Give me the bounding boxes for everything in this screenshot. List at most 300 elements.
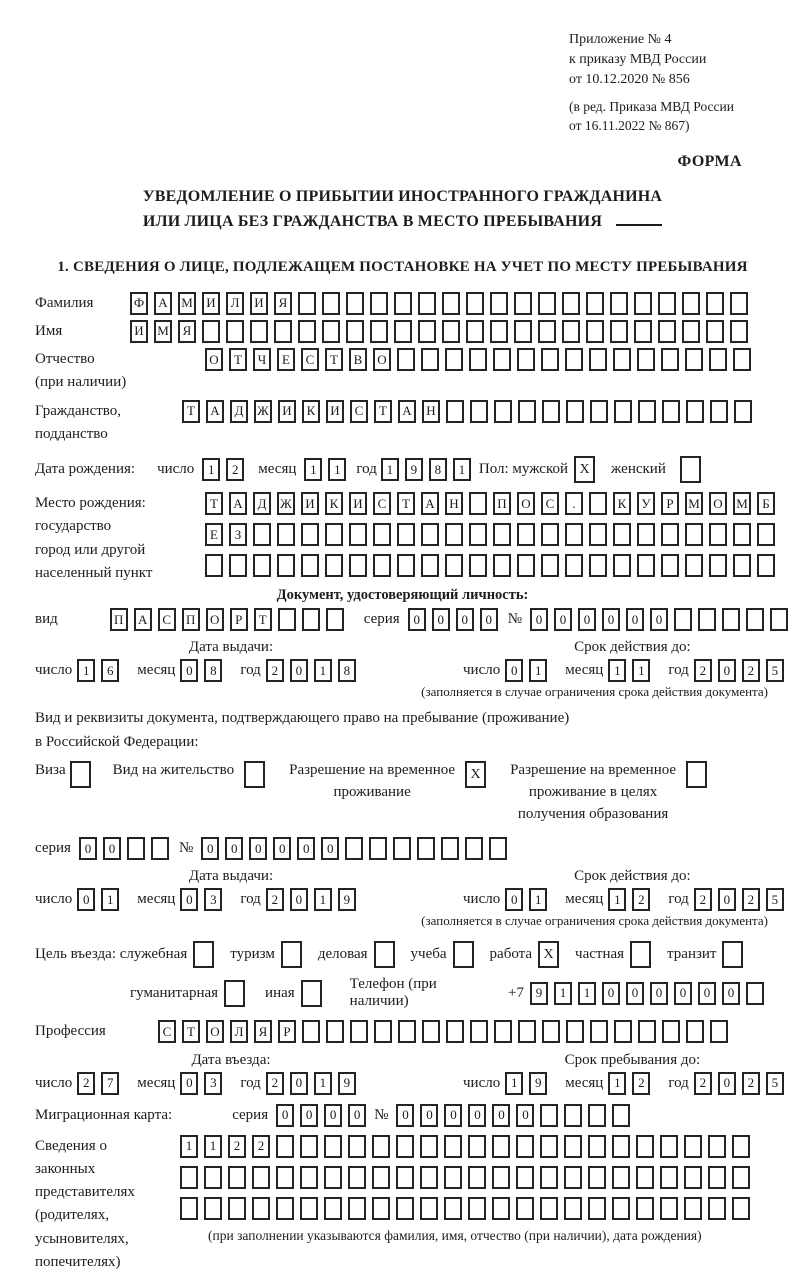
profession-boxes-cell[interactable]: О	[206, 1020, 224, 1043]
purpose-transit-checkbox-cell[interactable]	[722, 941, 743, 968]
doc-number-boxes-cell[interactable]: 0	[650, 608, 668, 631]
representatives-row2-boxes-cell[interactable]	[708, 1166, 726, 1189]
birth-place-row3-boxes-cell[interactable]	[589, 554, 607, 577]
representatives-row1-boxes-cell[interactable]	[588, 1135, 606, 1158]
birth-place-row1-boxes-cell[interactable]: И	[349, 492, 367, 515]
citizenship-boxes-cell[interactable]	[446, 400, 464, 423]
birth-place-row3-boxes-cell[interactable]	[445, 554, 463, 577]
doc-number-boxes-cell[interactable]	[746, 608, 764, 631]
representatives-row2-boxes-cell[interactable]	[612, 1166, 630, 1189]
permit-number-boxes-cell[interactable]: 0	[249, 837, 267, 860]
stay-month-boxes-cell[interactable]: 2	[632, 1072, 650, 1095]
surname-boxes-cell[interactable]	[322, 292, 340, 315]
representatives-row2-boxes-cell[interactable]	[420, 1166, 438, 1189]
given-name-boxes-cell[interactable]	[682, 320, 700, 343]
surname-boxes-cell[interactable]: Ф	[130, 292, 148, 315]
representatives-row3-boxes-cell[interactable]	[612, 1197, 630, 1220]
permit-series-boxes-cell[interactable]: 0	[103, 837, 121, 860]
surname-boxes-cell[interactable]	[634, 292, 652, 315]
birth-place-row3-boxes-cell[interactable]	[733, 554, 751, 577]
representatives-row1-boxes-cell[interactable]	[468, 1135, 486, 1158]
visa-checkbox-cell[interactable]	[70, 761, 91, 788]
stay-day-boxes-cell[interactable]: 9	[529, 1072, 547, 1095]
representatives-row1-boxes-cell[interactable]	[372, 1135, 390, 1158]
representatives-row2-boxes-cell[interactable]	[252, 1166, 270, 1189]
identity-issue-month-boxes-cell[interactable]: 8	[204, 659, 222, 682]
profession-boxes-cell[interactable]	[614, 1020, 632, 1043]
purpose-study-checkbox-cell[interactable]	[453, 941, 474, 968]
permit-valid-year-boxes-cell[interactable]: 0	[718, 888, 736, 911]
given-name-boxes-cell[interactable]	[346, 320, 364, 343]
citizenship-boxes-cell[interactable]: Д	[230, 400, 248, 423]
birth-month-boxes-cell[interactable]: 1	[304, 458, 322, 481]
birth-year-boxes-cell[interactable]: 1	[453, 458, 471, 481]
representatives-row3-boxes-cell[interactable]	[396, 1197, 414, 1220]
patronymic-boxes-cell[interactable]	[517, 348, 535, 371]
citizenship-boxes-cell[interactable]	[734, 400, 752, 423]
doc-kind-boxes-cell[interactable]: Т	[254, 608, 272, 631]
profession-boxes-cell[interactable]	[542, 1020, 560, 1043]
doc-number-boxes-cell[interactable]: 0	[626, 608, 644, 631]
representatives-row3-boxes-cell[interactable]	[708, 1197, 726, 1220]
identity-valid-year-boxes-cell[interactable]: 2	[694, 659, 712, 682]
purpose-humanitarian-checkbox-cell[interactable]	[224, 980, 245, 1007]
citizenship-boxes-cell[interactable]: К	[302, 400, 320, 423]
entry-month-boxes-cell[interactable]: 3	[204, 1072, 222, 1095]
birth-place-row2-boxes-cell[interactable]	[277, 523, 295, 546]
patronymic-boxes-cell[interactable]	[685, 348, 703, 371]
identity-issue-day-boxes-cell[interactable]: 1	[77, 659, 95, 682]
identity-issue-year-boxes-cell[interactable]: 8	[338, 659, 356, 682]
birth-place-row2-boxes-cell[interactable]	[445, 523, 463, 546]
birth-place-row1-boxes-cell[interactable]: К	[613, 492, 631, 515]
birth-place-row1-boxes-cell[interactable]: Н	[445, 492, 463, 515]
citizenship-boxes-cell[interactable]	[614, 400, 632, 423]
representatives-row2-boxes-cell[interactable]	[324, 1166, 342, 1189]
migration-number-boxes-cell[interactable]: 0	[468, 1104, 486, 1127]
profession-boxes-cell[interactable]: Т	[182, 1020, 200, 1043]
permit-number-boxes-cell[interactable]	[489, 837, 507, 860]
representatives-row1-boxes-cell[interactable]	[300, 1135, 318, 1158]
surname-boxes-cell[interactable]	[706, 292, 724, 315]
citizenship-boxes-cell[interactable]: С	[350, 400, 368, 423]
representatives-row3-boxes-cell[interactable]	[204, 1197, 222, 1220]
birth-place-row1-boxes-cell[interactable]: И	[301, 492, 319, 515]
phone-boxes-cell[interactable]: 0	[722, 982, 740, 1005]
birth-place-row1-boxes-cell[interactable]	[469, 492, 487, 515]
permit-valid-year-boxes-cell[interactable]: 5	[766, 888, 784, 911]
representatives-row3-boxes-cell[interactable]	[276, 1197, 294, 1220]
permit-issue-year-boxes-cell[interactable]: 1	[314, 888, 332, 911]
patronymic-boxes-cell[interactable]	[589, 348, 607, 371]
profession-boxes-cell[interactable]	[662, 1020, 680, 1043]
migration-number-boxes-cell[interactable]	[588, 1104, 606, 1127]
migration-series-boxes-cell[interactable]: 0	[348, 1104, 366, 1127]
phone-boxes-cell[interactable]: 1	[578, 982, 596, 1005]
birth-place-row1-boxes-cell[interactable]: Т	[397, 492, 415, 515]
representatives-row1-boxes-cell[interactable]	[660, 1135, 678, 1158]
representatives-row2-boxes-cell[interactable]	[588, 1166, 606, 1189]
identity-valid-month-boxes-cell[interactable]: 1	[608, 659, 626, 682]
permit-issue-year-boxes-cell[interactable]: 0	[290, 888, 308, 911]
representatives-row3-boxes-cell[interactable]	[588, 1197, 606, 1220]
birth-place-row2-boxes-cell[interactable]	[589, 523, 607, 546]
phone-boxes-cell[interactable]: 0	[626, 982, 644, 1005]
doc-kind-boxes-cell[interactable]: С	[158, 608, 176, 631]
given-name-boxes-cell[interactable]	[610, 320, 628, 343]
birth-day-boxes-cell[interactable]: 1	[202, 458, 220, 481]
permit-series-boxes-cell[interactable]: 0	[79, 837, 97, 860]
given-name-boxes-cell[interactable]	[514, 320, 532, 343]
representatives-row3-boxes-cell[interactable]	[228, 1197, 246, 1220]
representatives-row1-boxes-cell[interactable]	[348, 1135, 366, 1158]
birth-place-row2-boxes-cell[interactable]	[757, 523, 775, 546]
permit-issue-month-boxes-cell[interactable]: 3	[204, 888, 222, 911]
given-name-boxes-cell[interactable]	[418, 320, 436, 343]
permit-number-boxes-cell[interactable]	[441, 837, 459, 860]
birth-place-row1-boxes-cell[interactable]: .	[565, 492, 583, 515]
permit-valid-year-boxes-cell[interactable]: 2	[694, 888, 712, 911]
patronymic-boxes-cell[interactable]: Т	[325, 348, 343, 371]
representatives-row2-boxes-cell[interactable]	[540, 1166, 558, 1189]
birth-place-row2-boxes-cell[interactable]	[301, 523, 319, 546]
surname-boxes-cell[interactable]	[490, 292, 508, 315]
birth-place-row1-boxes-cell[interactable]: А	[421, 492, 439, 515]
doc-kind-boxes-cell[interactable]: П	[110, 608, 128, 631]
permit-valid-month-boxes-cell[interactable]: 2	[632, 888, 650, 911]
representatives-row1-boxes-cell[interactable]: 2	[228, 1135, 246, 1158]
entry-year-boxes-cell[interactable]: 2	[266, 1072, 284, 1095]
profession-boxes-cell[interactable]	[638, 1020, 656, 1043]
birth-place-row2-boxes-cell[interactable]	[349, 523, 367, 546]
citizenship-boxes-cell[interactable]	[686, 400, 704, 423]
permit-number-boxes-cell[interactable]: 0	[201, 837, 219, 860]
representatives-row1-boxes-cell[interactable]	[540, 1135, 558, 1158]
representatives-row2-boxes-cell[interactable]	[180, 1166, 198, 1189]
doc-series-boxes-cell[interactable]: 0	[432, 608, 450, 631]
profession-boxes-cell[interactable]: С	[158, 1020, 176, 1043]
doc-number-boxes-cell[interactable]	[722, 608, 740, 631]
stay-day-boxes-cell[interactable]: 1	[505, 1072, 523, 1095]
purpose-private-checkbox-cell[interactable]	[630, 941, 651, 968]
doc-kind-boxes-cell[interactable]: Р	[230, 608, 248, 631]
doc-series-boxes-cell[interactable]: 0	[408, 608, 426, 631]
surname-boxes-cell[interactable]	[538, 292, 556, 315]
representatives-row2-boxes-cell[interactable]	[564, 1166, 582, 1189]
profession-boxes-cell[interactable]	[446, 1020, 464, 1043]
surname-boxes-cell[interactable]: И	[250, 292, 268, 315]
citizenship-boxes-cell[interactable]: А	[206, 400, 224, 423]
given-name-boxes-cell[interactable]	[706, 320, 724, 343]
birth-place-row3-boxes-cell[interactable]	[373, 554, 391, 577]
given-name-boxes-cell[interactable]	[274, 320, 292, 343]
representatives-row3-boxes-cell[interactable]	[492, 1197, 510, 1220]
identity-valid-year-boxes-cell[interactable]: 0	[718, 659, 736, 682]
identity-issue-year-boxes-cell[interactable]: 1	[314, 659, 332, 682]
birth-place-row1-boxes-cell[interactable]: У	[637, 492, 655, 515]
surname-boxes-cell[interactable]	[658, 292, 676, 315]
given-name-boxes-cell[interactable]	[490, 320, 508, 343]
representatives-row1-boxes-cell[interactable]	[396, 1135, 414, 1158]
birth-place-row1-boxes-cell[interactable]	[589, 492, 607, 515]
birth-place-row2-boxes-cell[interactable]	[253, 523, 271, 546]
permit-number-boxes-cell[interactable]	[369, 837, 387, 860]
doc-series-boxes-cell[interactable]: 0	[480, 608, 498, 631]
profession-boxes-cell[interactable]	[518, 1020, 536, 1043]
purpose-other-checkbox-cell[interactable]	[301, 980, 322, 1007]
permit-issue-month-boxes-cell[interactable]: 0	[180, 888, 198, 911]
birth-place-row1-boxes-cell[interactable]: М	[685, 492, 703, 515]
birth-place-row2-boxes-cell[interactable]: Е	[205, 523, 223, 546]
citizenship-boxes-cell[interactable]	[638, 400, 656, 423]
permit-number-boxes-cell[interactable]	[345, 837, 363, 860]
surname-boxes-cell[interactable]	[418, 292, 436, 315]
permit-number-boxes-cell[interactable]: 0	[321, 837, 339, 860]
profession-boxes-cell[interactable]	[686, 1020, 704, 1043]
surname-boxes-cell[interactable]: А	[154, 292, 172, 315]
doc-number-boxes-cell[interactable]: 0	[602, 608, 620, 631]
given-name-boxes-cell[interactable]	[658, 320, 676, 343]
identity-valid-year-boxes-cell[interactable]: 5	[766, 659, 784, 682]
surname-boxes-cell[interactable]	[514, 292, 532, 315]
residence-permit-checkbox-cell[interactable]	[244, 761, 265, 788]
migration-number-boxes-cell[interactable]: 0	[444, 1104, 462, 1127]
birth-place-row1-boxes-cell[interactable]: С	[373, 492, 391, 515]
given-name-boxes-cell[interactable]	[586, 320, 604, 343]
representatives-row2-boxes-cell[interactable]	[276, 1166, 294, 1189]
phone-boxes-cell[interactable]: 1	[554, 982, 572, 1005]
surname-boxes-cell[interactable]	[346, 292, 364, 315]
entry-year-boxes-cell[interactable]: 0	[290, 1072, 308, 1095]
citizenship-boxes-cell[interactable]	[518, 400, 536, 423]
representatives-row1-boxes-cell[interactable]	[276, 1135, 294, 1158]
surname-boxes-cell[interactable]	[466, 292, 484, 315]
birth-place-row1-boxes-cell[interactable]: К	[325, 492, 343, 515]
representatives-row1-boxes-cell[interactable]	[564, 1135, 582, 1158]
doc-kind-boxes-cell[interactable]: О	[206, 608, 224, 631]
given-name-boxes-cell[interactable]	[538, 320, 556, 343]
patronymic-boxes-cell[interactable]	[565, 348, 583, 371]
representatives-row3-boxes-cell[interactable]	[348, 1197, 366, 1220]
birth-place-row3-boxes-cell[interactable]	[517, 554, 535, 577]
migration-number-boxes-cell[interactable]: 0	[492, 1104, 510, 1127]
patronymic-boxes-cell[interactable]	[709, 348, 727, 371]
birth-year-boxes-cell[interactable]: 9	[405, 458, 423, 481]
permit-issue-day-boxes-cell[interactable]: 1	[101, 888, 119, 911]
given-name-boxes-cell[interactable]	[298, 320, 316, 343]
given-name-boxes-cell[interactable]	[562, 320, 580, 343]
birth-place-row3-boxes-cell[interactable]	[709, 554, 727, 577]
given-name-boxes-cell[interactable]	[730, 320, 748, 343]
birth-place-row3-boxes-cell[interactable]	[301, 554, 319, 577]
birth-place-row1-boxes-cell[interactable]: Б	[757, 492, 775, 515]
profession-boxes-cell[interactable]	[350, 1020, 368, 1043]
birth-place-row2-boxes-cell[interactable]	[637, 523, 655, 546]
representatives-row1-boxes-cell[interactable]	[732, 1135, 750, 1158]
patronymic-boxes-cell[interactable]: В	[349, 348, 367, 371]
patronymic-boxes-cell[interactable]: Ч	[253, 348, 271, 371]
patronymic-boxes-cell[interactable]: О	[205, 348, 223, 371]
permit-valid-month-boxes-cell[interactable]: 1	[608, 888, 626, 911]
entry-year-boxes-cell[interactable]: 1	[314, 1072, 332, 1095]
identity-valid-month-boxes-cell[interactable]: 1	[632, 659, 650, 682]
profession-boxes-cell[interactable]	[398, 1020, 416, 1043]
patronymic-boxes-cell[interactable]	[541, 348, 559, 371]
given-name-boxes-cell[interactable]	[634, 320, 652, 343]
birth-place-row3-boxes-cell[interactable]	[565, 554, 583, 577]
representatives-row1-boxes-cell[interactable]	[324, 1135, 342, 1158]
surname-boxes-cell[interactable]	[730, 292, 748, 315]
profession-boxes-cell[interactable]	[470, 1020, 488, 1043]
citizenship-boxes-cell[interactable]: Т	[374, 400, 392, 423]
birth-place-row1-boxes-cell[interactable]: Р	[661, 492, 679, 515]
representatives-row1-boxes-cell[interactable]	[420, 1135, 438, 1158]
permit-issue-year-boxes-cell[interactable]: 2	[266, 888, 284, 911]
permit-issue-year-boxes-cell[interactable]: 9	[338, 888, 356, 911]
surname-boxes-cell[interactable]	[562, 292, 580, 315]
entry-day-boxes-cell[interactable]: 2	[77, 1072, 95, 1095]
birth-place-row3-boxes-cell[interactable]	[277, 554, 295, 577]
representatives-row3-boxes-cell[interactable]	[660, 1197, 678, 1220]
representatives-row3-boxes-cell[interactable]	[372, 1197, 390, 1220]
representatives-row3-boxes-cell[interactable]	[684, 1197, 702, 1220]
patronymic-boxes-cell[interactable]: С	[301, 348, 319, 371]
birth-year-boxes-cell[interactable]: 1	[381, 458, 399, 481]
birth-place-row2-boxes-cell[interactable]	[733, 523, 751, 546]
surname-boxes-cell[interactable]	[586, 292, 604, 315]
doc-kind-boxes-cell[interactable]	[302, 608, 320, 631]
given-name-boxes-cell[interactable]	[322, 320, 340, 343]
citizenship-boxes-cell[interactable]: И	[326, 400, 344, 423]
purpose-official-checkbox-cell[interactable]	[193, 941, 214, 968]
patronymic-boxes-cell[interactable]: Е	[277, 348, 295, 371]
given-name-boxes-cell[interactable]	[466, 320, 484, 343]
birth-place-row2-boxes-cell[interactable]	[709, 523, 727, 546]
entry-year-boxes-cell[interactable]: 9	[338, 1072, 356, 1095]
surname-boxes-cell[interactable]: Л	[226, 292, 244, 315]
temp-permit-checkbox-cell[interactable]: X	[465, 761, 486, 788]
representatives-row2-boxes-cell[interactable]	[204, 1166, 222, 1189]
birth-place-row1-boxes-cell[interactable]: С	[541, 492, 559, 515]
identity-valid-day-boxes-cell[interactable]: 1	[529, 659, 547, 682]
permit-valid-day-boxes-cell[interactable]: 1	[529, 888, 547, 911]
citizenship-boxes-cell[interactable]: Т	[182, 400, 200, 423]
representatives-row3-boxes-cell[interactable]	[420, 1197, 438, 1220]
birth-place-row3-boxes-cell[interactable]	[397, 554, 415, 577]
birth-place-row2-boxes-cell[interactable]	[325, 523, 343, 546]
birth-place-row3-boxes-cell[interactable]	[229, 554, 247, 577]
permit-series-boxes-cell[interactable]	[127, 837, 145, 860]
birth-place-row3-boxes-cell[interactable]	[685, 554, 703, 577]
representatives-row1-boxes-cell[interactable]	[684, 1135, 702, 1158]
representatives-row3-boxes-cell[interactable]	[516, 1197, 534, 1220]
birth-place-row1-boxes-cell[interactable]: Д	[253, 492, 271, 515]
doc-kind-boxes-cell[interactable]	[278, 608, 296, 631]
surname-boxes-cell[interactable]	[370, 292, 388, 315]
surname-boxes-cell[interactable]: И	[202, 292, 220, 315]
citizenship-boxes-cell[interactable]	[710, 400, 728, 423]
profession-boxes-cell[interactable]	[374, 1020, 392, 1043]
profession-boxes-cell[interactable]	[566, 1020, 584, 1043]
representatives-row2-boxes-cell[interactable]	[468, 1166, 486, 1189]
entry-month-boxes-cell[interactable]: 0	[180, 1072, 198, 1095]
stay-year-boxes-cell[interactable]: 2	[742, 1072, 760, 1095]
permit-number-boxes-cell[interactable]: 0	[273, 837, 291, 860]
stay-year-boxes-cell[interactable]: 5	[766, 1072, 784, 1095]
representatives-row3-boxes-cell[interactable]	[468, 1197, 486, 1220]
birth-place-row3-boxes-cell[interactable]	[613, 554, 631, 577]
representatives-row1-boxes-cell[interactable]: 1	[204, 1135, 222, 1158]
purpose-tourism-checkbox-cell[interactable]	[281, 941, 302, 968]
given-name-boxes-cell[interactable]	[250, 320, 268, 343]
birth-place-row2-boxes-cell[interactable]	[493, 523, 511, 546]
representatives-row3-boxes-cell[interactable]	[252, 1197, 270, 1220]
surname-boxes-cell[interactable]: Я	[274, 292, 292, 315]
birth-place-row3-boxes-cell[interactable]	[661, 554, 679, 577]
birth-place-row3-boxes-cell[interactable]	[349, 554, 367, 577]
sex-male-checkbox-cell[interactable]: X	[574, 456, 595, 483]
representatives-row1-boxes-cell[interactable]	[708, 1135, 726, 1158]
birth-place-row3-boxes-cell[interactable]	[253, 554, 271, 577]
citizenship-boxes-cell[interactable]	[662, 400, 680, 423]
citizenship-boxes-cell[interactable]	[470, 400, 488, 423]
surname-boxes-cell[interactable]	[394, 292, 412, 315]
citizenship-boxes-cell[interactable]: А	[398, 400, 416, 423]
representatives-row2-boxes-cell[interactable]	[228, 1166, 246, 1189]
stay-year-boxes-cell[interactable]: 2	[694, 1072, 712, 1095]
migration-number-boxes-cell[interactable]: 0	[516, 1104, 534, 1127]
surname-boxes-cell[interactable]: М	[178, 292, 196, 315]
representatives-row2-boxes-cell[interactable]	[492, 1166, 510, 1189]
identity-issue-day-boxes-cell[interactable]: 6	[101, 659, 119, 682]
birth-place-row3-boxes-cell[interactable]	[469, 554, 487, 577]
birth-place-row2-boxes-cell[interactable]	[565, 523, 583, 546]
birth-place-row3-boxes-cell[interactable]	[757, 554, 775, 577]
birth-place-row3-boxes-cell[interactable]	[325, 554, 343, 577]
citizenship-boxes-cell[interactable]	[566, 400, 584, 423]
doc-number-boxes-cell[interactable]	[770, 608, 788, 631]
migration-number-boxes-cell[interactable]	[612, 1104, 630, 1127]
purpose-work-checkbox-cell[interactable]: X	[538, 941, 559, 968]
phone-boxes-cell[interactable]	[746, 982, 764, 1005]
phone-boxes-cell[interactable]: 9	[530, 982, 548, 1005]
representatives-row3-boxes-cell[interactable]	[636, 1197, 654, 1220]
patronymic-boxes-cell[interactable]: Т	[229, 348, 247, 371]
citizenship-boxes-cell[interactable]	[590, 400, 608, 423]
birth-place-row1-boxes-cell[interactable]: М	[733, 492, 751, 515]
doc-number-boxes-cell[interactable]	[698, 608, 716, 631]
citizenship-boxes-cell[interactable]: Ж	[254, 400, 272, 423]
patronymic-boxes-cell[interactable]	[445, 348, 463, 371]
given-name-boxes-cell[interactable]: И	[130, 320, 148, 343]
representatives-row3-boxes-cell[interactable]	[300, 1197, 318, 1220]
birth-place-row2-boxes-cell[interactable]	[661, 523, 679, 546]
phone-boxes-cell[interactable]: 0	[698, 982, 716, 1005]
given-name-boxes-cell[interactable]: Я	[178, 320, 196, 343]
representatives-row1-boxes-cell[interactable]	[444, 1135, 462, 1158]
birth-place-row1-boxes-cell[interactable]: О	[517, 492, 535, 515]
representatives-row1-boxes-cell[interactable]: 1	[180, 1135, 198, 1158]
phone-boxes-cell[interactable]: 0	[602, 982, 620, 1005]
birth-place-row2-boxes-cell[interactable]	[421, 523, 439, 546]
representatives-row2-boxes-cell[interactable]	[396, 1166, 414, 1189]
permit-number-boxes-cell[interactable]	[417, 837, 435, 860]
birth-place-row1-boxes-cell[interactable]: Ж	[277, 492, 295, 515]
birth-place-row2-boxes-cell[interactable]	[685, 523, 703, 546]
purpose-business-checkbox-cell[interactable]	[374, 941, 395, 968]
profession-boxes-cell[interactable]	[302, 1020, 320, 1043]
permit-number-boxes-cell[interactable]: 0	[297, 837, 315, 860]
